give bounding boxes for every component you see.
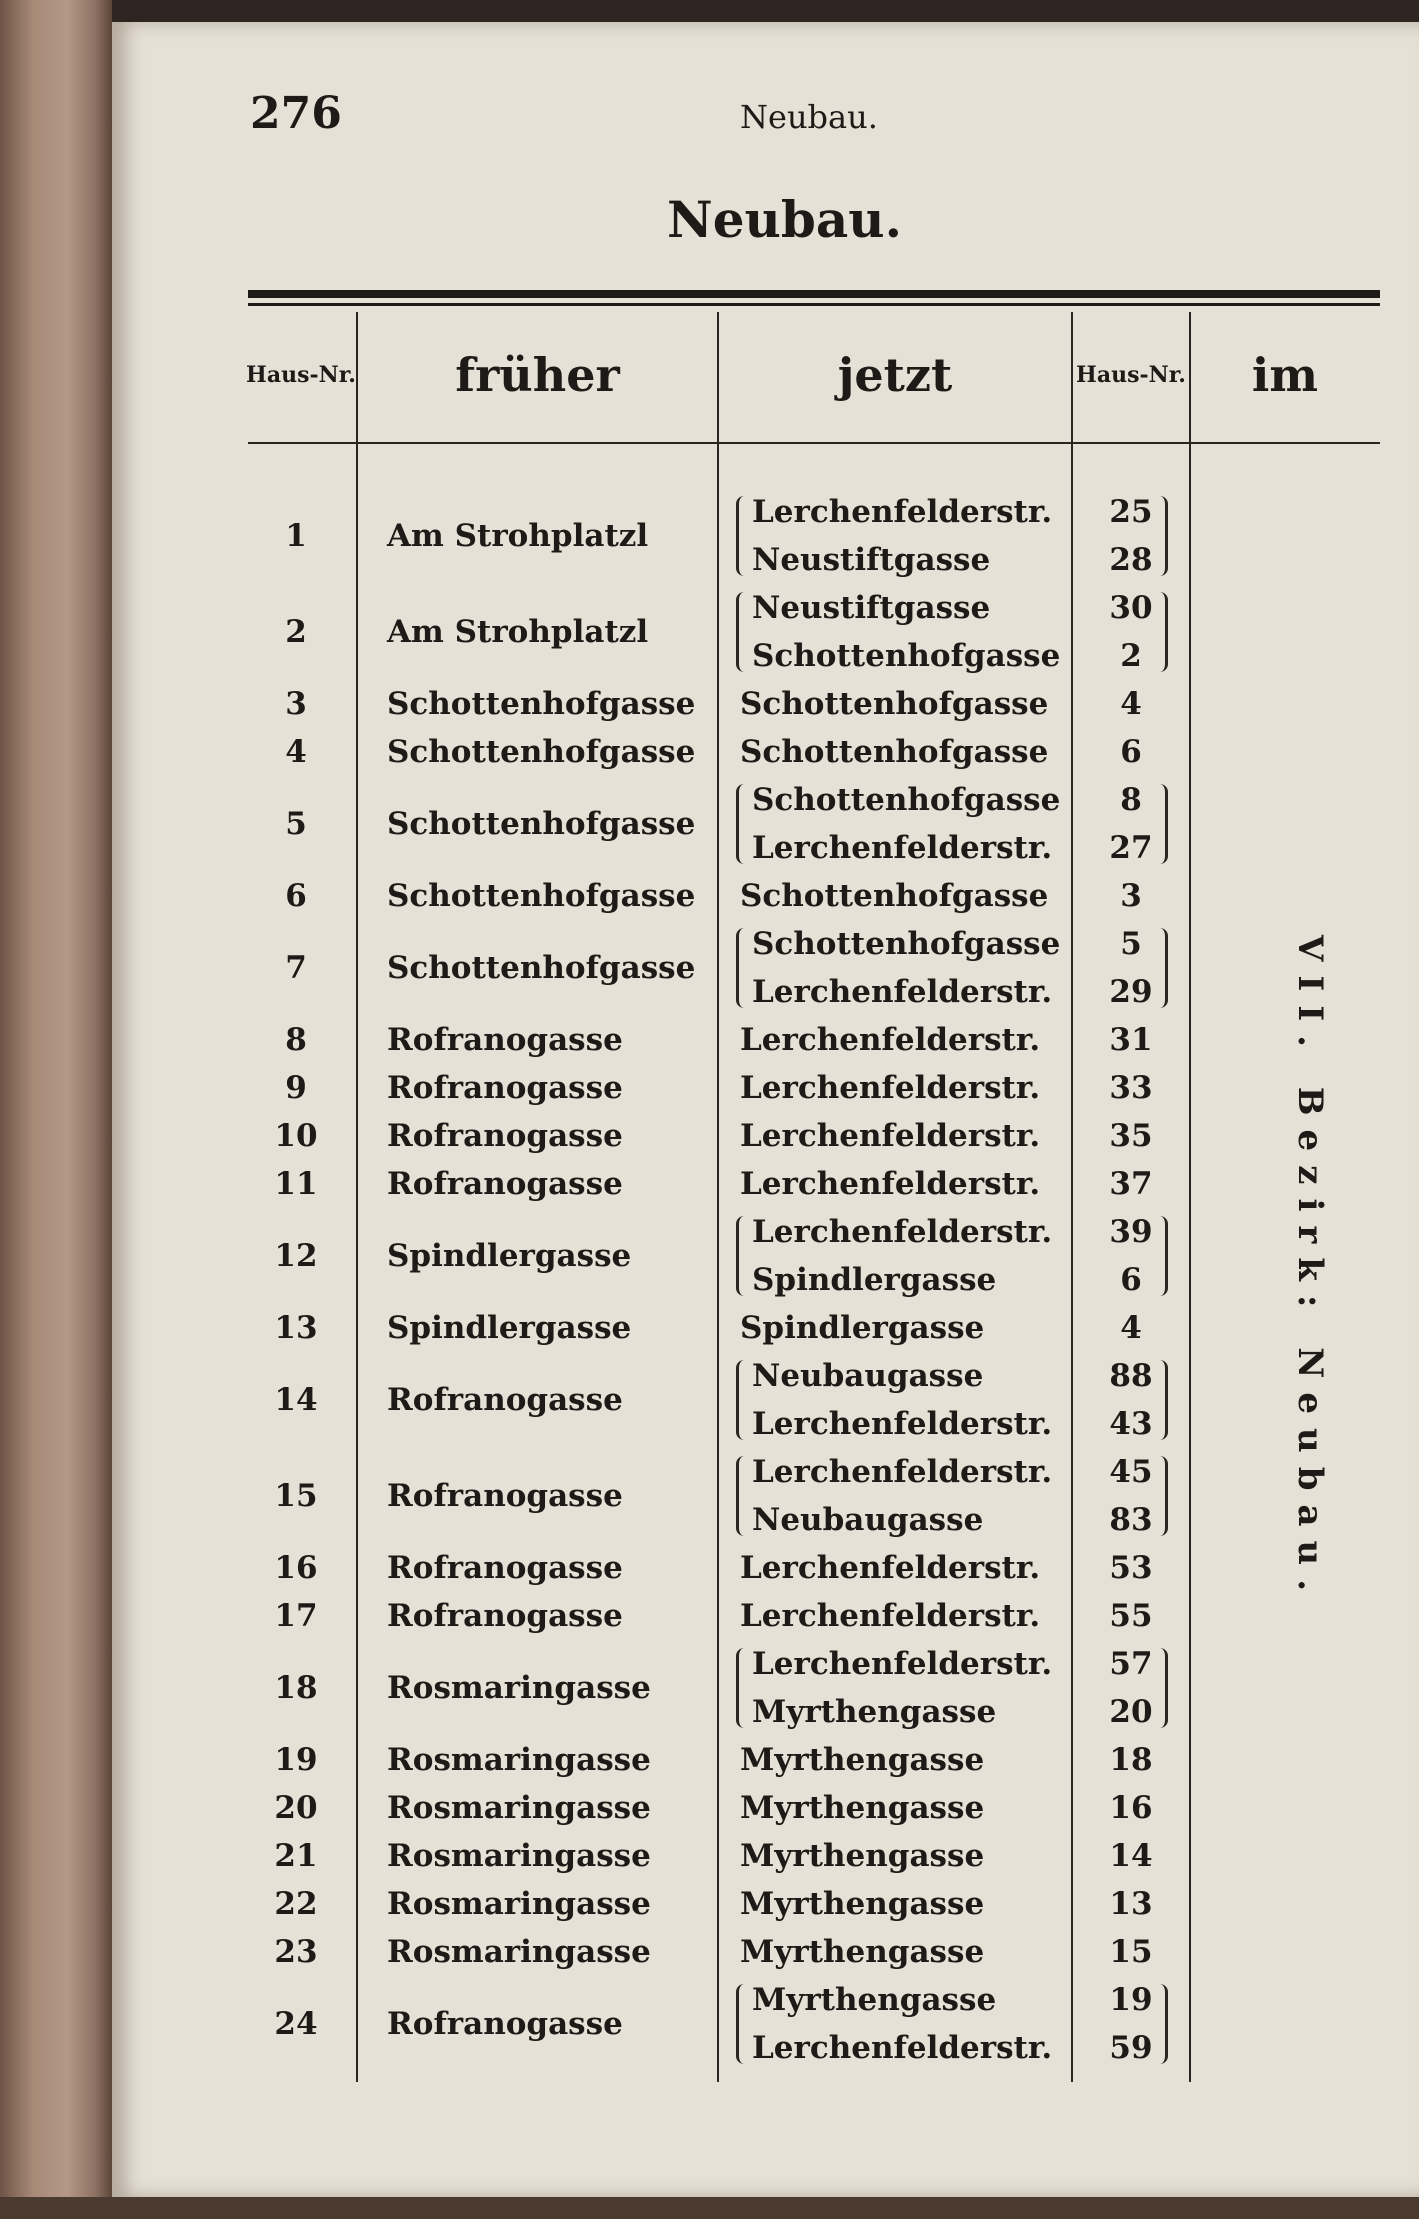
new-house-number: 14 bbox=[1109, 1838, 1153, 1874]
former-street: Rofranogasse bbox=[387, 1478, 623, 1514]
old-house-number: 3 bbox=[285, 686, 307, 722]
current-street: Lerchenfelderstr. bbox=[752, 1454, 1053, 1490]
new-house-numbers bbox=[1072, 1544, 1190, 1592]
header-haus-nr: Haus-Nr. bbox=[246, 362, 356, 388]
table-row bbox=[245, 728, 1190, 776]
new-house-numbers bbox=[1072, 1640, 1190, 1736]
former-street: Spindlergasse bbox=[387, 1310, 632, 1346]
new-house-number: 25 bbox=[1109, 494, 1153, 530]
table-row bbox=[245, 1160, 1190, 1208]
current-street: Schottenhofgasse bbox=[740, 734, 1049, 770]
header-bottom-rule bbox=[248, 442, 1380, 444]
table-row bbox=[245, 1112, 1190, 1160]
new-house-numbers bbox=[1072, 1976, 1190, 2072]
district-label bbox=[1290, 900, 1330, 1640]
new-house-numbers bbox=[1072, 584, 1190, 680]
new-house-numbers bbox=[1072, 1928, 1190, 1976]
current-street: Myrthengasse bbox=[740, 1838, 985, 1874]
header-jetzt: jetzt bbox=[837, 348, 953, 402]
page-number: 276 bbox=[250, 88, 342, 139]
new-house-number: 31 bbox=[1109, 1022, 1153, 1058]
old-house-number: 2 bbox=[285, 614, 307, 650]
table-row bbox=[245, 1640, 1190, 1736]
new-house-number: 43 bbox=[1109, 1406, 1153, 1442]
section-title: Neubau. bbox=[667, 190, 902, 249]
current-street: Lerchenfelderstr. bbox=[752, 974, 1053, 1010]
old-house-number: 12 bbox=[274, 1238, 318, 1274]
new-house-numbers bbox=[1072, 488, 1190, 584]
scan-top-edge bbox=[0, 0, 1419, 22]
table-row bbox=[245, 1832, 1190, 1880]
table-row bbox=[245, 1448, 1190, 1544]
running-head: Neubau. bbox=[740, 98, 878, 136]
new-house-number: 53 bbox=[1109, 1550, 1153, 1586]
new-house-number: 6 bbox=[1120, 1262, 1142, 1298]
current-street: Neubaugasse bbox=[752, 1502, 984, 1538]
new-house-numbers bbox=[1072, 1352, 1190, 1448]
new-house-number: 30 bbox=[1109, 590, 1153, 626]
current-street: Lerchenfelderstr. bbox=[740, 1598, 1041, 1634]
former-street: Schottenhofgasse bbox=[387, 878, 696, 914]
former-street: Rofranogasse bbox=[387, 1118, 623, 1154]
current-street: Neubaugasse bbox=[752, 1358, 984, 1394]
new-house-number: 4 bbox=[1120, 686, 1142, 722]
old-house-number: 14 bbox=[274, 1382, 318, 1418]
current-street: Lerchenfelderstr. bbox=[740, 1118, 1041, 1154]
new-house-number: 45 bbox=[1109, 1454, 1153, 1490]
district-label-text: VII. Bezirk: Neubau. bbox=[1290, 934, 1330, 1606]
former-street: Schottenhofgasse bbox=[387, 806, 696, 842]
current-street: Schottenhofgasse bbox=[752, 782, 1061, 818]
new-house-number: 59 bbox=[1109, 2030, 1153, 2066]
current-streets bbox=[718, 1016, 1072, 1064]
current-streets bbox=[718, 1352, 1072, 1448]
new-house-numbers bbox=[1072, 1304, 1190, 1352]
new-house-number: 35 bbox=[1109, 1118, 1153, 1154]
new-house-number: 2 bbox=[1120, 638, 1142, 674]
table-row bbox=[245, 1592, 1190, 1640]
new-house-number: 3 bbox=[1120, 878, 1142, 914]
new-house-numbers bbox=[1072, 1112, 1190, 1160]
current-street: Lerchenfelderstr. bbox=[752, 1646, 1053, 1682]
current-street: Schottenhofgasse bbox=[752, 638, 1061, 674]
table-row bbox=[245, 1016, 1190, 1064]
former-street: Rofranogasse bbox=[387, 1598, 623, 1634]
current-streets bbox=[718, 680, 1072, 728]
current-street: Schottenhofgasse bbox=[752, 926, 1061, 962]
current-streets bbox=[718, 1736, 1072, 1784]
current-street: Schottenhofgasse bbox=[740, 878, 1049, 914]
table-row bbox=[245, 1304, 1190, 1352]
former-street: Rofranogasse bbox=[387, 2006, 623, 2042]
new-house-numbers bbox=[1072, 1832, 1190, 1880]
current-streets bbox=[718, 1304, 1072, 1352]
former-street: Rofranogasse bbox=[387, 1166, 623, 1202]
former-street: Rosmaringasse bbox=[387, 1934, 651, 1970]
current-streets bbox=[718, 1448, 1072, 1544]
former-street: Rosmaringasse bbox=[387, 1742, 651, 1778]
former-street: Rosmaringasse bbox=[387, 1886, 651, 1922]
new-house-numbers bbox=[1072, 776, 1190, 872]
current-street: Lerchenfelderstr. bbox=[740, 1022, 1041, 1058]
new-house-number: 55 bbox=[1109, 1598, 1153, 1634]
old-house-number: 21 bbox=[274, 1838, 318, 1874]
current-street: Lerchenfelderstr. bbox=[752, 1406, 1053, 1442]
old-house-number: 11 bbox=[274, 1166, 318, 1202]
former-street: Rofranogasse bbox=[387, 1070, 623, 1106]
old-house-number: 13 bbox=[274, 1310, 318, 1346]
new-house-numbers bbox=[1072, 920, 1190, 1016]
old-house-number: 24 bbox=[274, 2006, 318, 2042]
new-house-number: 83 bbox=[1109, 1502, 1153, 1538]
current-streets bbox=[718, 728, 1072, 776]
old-house-number: 5 bbox=[285, 806, 307, 842]
former-street: Rofranogasse bbox=[387, 1382, 623, 1418]
new-house-number: 19 bbox=[1109, 1982, 1153, 2018]
old-house-number: 22 bbox=[274, 1886, 318, 1922]
current-street: Lerchenfelderstr. bbox=[740, 1550, 1041, 1586]
new-house-number: 33 bbox=[1109, 1070, 1153, 1106]
current-street: Myrthengasse bbox=[740, 1886, 985, 1922]
new-house-number: 20 bbox=[1109, 1694, 1153, 1730]
table-row bbox=[245, 1736, 1190, 1784]
current-streets bbox=[718, 920, 1072, 1016]
scan-bottom-edge bbox=[0, 2197, 1419, 2219]
old-house-number: 10 bbox=[274, 1118, 318, 1154]
new-house-number: 39 bbox=[1109, 1214, 1153, 1250]
current-street: Spindlergasse bbox=[740, 1310, 985, 1346]
table-row bbox=[245, 680, 1190, 728]
new-house-numbers bbox=[1072, 1448, 1190, 1544]
current-street: Lerchenfelderstr. bbox=[740, 1166, 1041, 1202]
table-row bbox=[245, 1352, 1190, 1448]
current-street: Myrthengasse bbox=[752, 1694, 997, 1730]
table-row bbox=[245, 1544, 1190, 1592]
new-house-numbers bbox=[1072, 1784, 1190, 1832]
current-streets bbox=[718, 1880, 1072, 1928]
former-street: Am Strohplatzl bbox=[387, 518, 649, 554]
former-street: Rofranogasse bbox=[387, 1022, 623, 1058]
new-house-number: 13 bbox=[1109, 1886, 1153, 1922]
current-streets bbox=[718, 1976, 1072, 2072]
former-street: Schottenhofgasse bbox=[387, 734, 696, 770]
table-row bbox=[245, 776, 1190, 872]
old-house-number: 18 bbox=[274, 1670, 318, 1706]
current-streets bbox=[718, 1928, 1072, 1976]
new-house-number: 27 bbox=[1109, 830, 1153, 866]
table-row bbox=[245, 872, 1190, 920]
current-street: Lerchenfelderstr. bbox=[752, 494, 1053, 530]
table-row bbox=[245, 920, 1190, 1016]
current-streets bbox=[718, 1208, 1072, 1304]
old-house-number: 6 bbox=[285, 878, 307, 914]
header-im: im bbox=[1251, 348, 1319, 402]
current-street: Lerchenfelderstr. bbox=[740, 1070, 1041, 1106]
old-house-number: 9 bbox=[285, 1070, 307, 1106]
new-house-numbers bbox=[1072, 728, 1190, 776]
new-house-numbers bbox=[1072, 680, 1190, 728]
old-house-number: 19 bbox=[274, 1742, 318, 1778]
new-house-number: 5 bbox=[1120, 926, 1142, 962]
current-street: Lerchenfelderstr. bbox=[752, 2030, 1053, 2066]
current-streets bbox=[718, 1784, 1072, 1832]
old-house-number: 1 bbox=[285, 518, 307, 554]
former-street: Schottenhofgasse bbox=[387, 686, 696, 722]
table-row bbox=[245, 1976, 1190, 2072]
current-street: Myrthengasse bbox=[740, 1790, 985, 1826]
book-edge bbox=[0, 0, 112, 2219]
current-streets bbox=[718, 488, 1072, 584]
new-house-numbers bbox=[1072, 1064, 1190, 1112]
current-streets bbox=[718, 1544, 1072, 1592]
old-house-number: 15 bbox=[274, 1478, 318, 1514]
old-house-number: 16 bbox=[274, 1550, 318, 1586]
current-streets bbox=[718, 1112, 1072, 1160]
new-house-number: 37 bbox=[1109, 1166, 1153, 1202]
former-street: Rosmaringasse bbox=[387, 1838, 651, 1874]
current-street: Lerchenfelderstr. bbox=[752, 1214, 1053, 1250]
old-house-number: 8 bbox=[285, 1022, 307, 1058]
current-streets bbox=[718, 1832, 1072, 1880]
header-haus-nr-2: Haus-Nr. bbox=[1076, 362, 1186, 388]
current-streets bbox=[718, 1160, 1072, 1208]
new-house-number: 57 bbox=[1109, 1646, 1153, 1682]
former-street: Am Strohplatzl bbox=[387, 614, 649, 650]
former-street: Rofranogasse bbox=[387, 1550, 623, 1586]
new-house-numbers bbox=[1072, 1160, 1190, 1208]
header-rule-thin bbox=[248, 303, 1380, 306]
new-house-number: 88 bbox=[1109, 1358, 1153, 1394]
current-street: Neustiftgasse bbox=[752, 542, 991, 578]
current-streets bbox=[718, 1640, 1072, 1736]
current-streets bbox=[718, 584, 1072, 680]
table-row bbox=[245, 584, 1190, 680]
header-frueher: früher bbox=[455, 348, 620, 402]
new-house-number: 15 bbox=[1109, 1934, 1153, 1970]
new-house-number: 28 bbox=[1109, 542, 1153, 578]
former-street: Spindlergasse bbox=[387, 1238, 632, 1274]
current-streets bbox=[718, 1592, 1072, 1640]
address-table bbox=[245, 488, 1190, 2072]
new-house-numbers bbox=[1072, 1736, 1190, 1784]
new-house-numbers bbox=[1072, 872, 1190, 920]
new-house-number: 4 bbox=[1120, 1310, 1142, 1346]
current-street: Myrthengasse bbox=[752, 1982, 997, 2018]
former-street: Schottenhofgasse bbox=[387, 950, 696, 986]
header-rule-thick bbox=[248, 290, 1380, 298]
current-street: Spindlergasse bbox=[752, 1262, 997, 1298]
new-house-number: 6 bbox=[1120, 734, 1142, 770]
current-street: Neustiftgasse bbox=[752, 590, 991, 626]
new-house-number: 8 bbox=[1120, 782, 1142, 818]
table-row bbox=[245, 1064, 1190, 1112]
new-house-numbers bbox=[1072, 1208, 1190, 1304]
new-house-numbers bbox=[1072, 1880, 1190, 1928]
old-house-number: 7 bbox=[285, 950, 307, 986]
current-street: Schottenhofgasse bbox=[740, 686, 1049, 722]
new-house-numbers bbox=[1072, 1592, 1190, 1640]
table-row bbox=[245, 1928, 1190, 1976]
table-row bbox=[245, 1784, 1190, 1832]
table-row bbox=[245, 488, 1190, 584]
new-house-numbers bbox=[1072, 1016, 1190, 1064]
old-house-number: 17 bbox=[274, 1598, 318, 1634]
new-house-number: 18 bbox=[1109, 1742, 1153, 1778]
current-street: Lerchenfelderstr. bbox=[752, 830, 1053, 866]
former-street: Rosmaringasse bbox=[387, 1670, 651, 1706]
current-streets bbox=[718, 872, 1072, 920]
table-row bbox=[245, 1208, 1190, 1304]
former-street: Rosmaringasse bbox=[387, 1790, 651, 1826]
table-row bbox=[245, 1880, 1190, 1928]
old-house-number: 4 bbox=[285, 734, 307, 770]
new-house-number: 29 bbox=[1109, 974, 1153, 1010]
current-street: Myrthengasse bbox=[740, 1934, 985, 1970]
old-house-number: 20 bbox=[274, 1790, 318, 1826]
old-house-number: 23 bbox=[274, 1934, 318, 1970]
current-streets bbox=[718, 776, 1072, 872]
current-streets bbox=[718, 1064, 1072, 1112]
new-house-number: 16 bbox=[1109, 1790, 1153, 1826]
current-street: Myrthengasse bbox=[740, 1742, 985, 1778]
